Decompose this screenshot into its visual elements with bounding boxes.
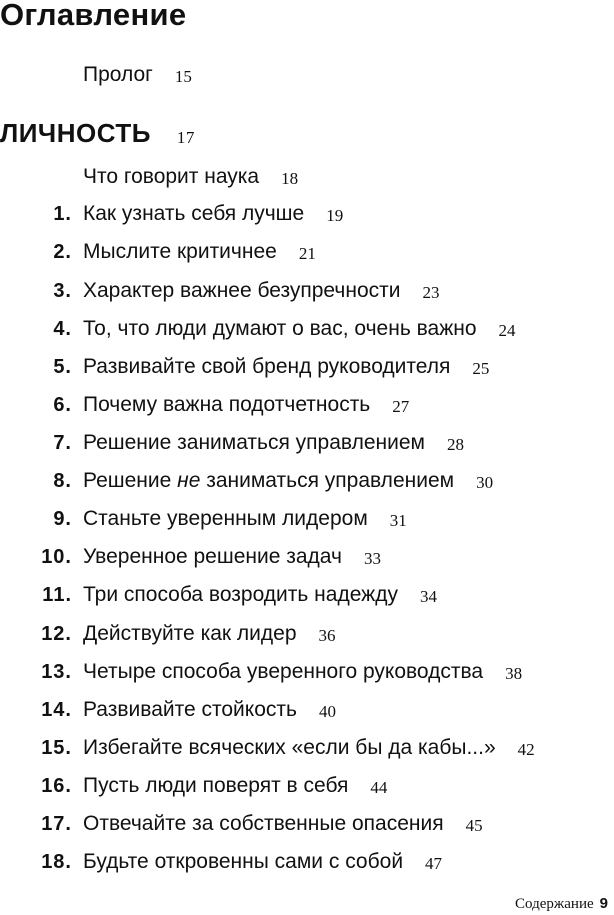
toc-page-number: 19	[326, 206, 344, 225]
footer-label: Содержание	[515, 896, 594, 912]
toc-entry-number: 9.	[53, 508, 72, 530]
toc-entry-label: Решение не заниматься управлением 30	[83, 469, 494, 492]
toc-page-number: 45	[465, 816, 483, 835]
toc-page-number: 17	[176, 128, 195, 147]
toc-entry-label: Три способа возродить надежду 34	[83, 583, 437, 606]
toc-entry-label: Будьте откровенны сами с собой 47	[83, 850, 443, 873]
toc-page-number: 15	[174, 67, 192, 86]
toc-page-number: 21	[298, 244, 316, 263]
toc-entry-number: 12.	[41, 623, 72, 645]
toc-entry-label: То, что люди думают о вас, очень важно 24	[83, 317, 516, 340]
toc-entry-label: Почему важна подотчетность 27	[83, 393, 410, 416]
toc-entry-number: 18.	[41, 851, 72, 873]
toc-entry-label: Пролог 15	[83, 63, 192, 86]
toc-page-number: 47	[425, 854, 443, 873]
toc-page-number: 27	[392, 397, 410, 416]
toc-page-number: 23	[422, 283, 440, 302]
toc-page-number: 30	[476, 473, 494, 492]
toc-entry-label: Развивайте свой бренд руководителя 25	[83, 355, 490, 378]
page-footer	[515, 895, 608, 913]
toc-entry-label: Что говорит наука 18	[83, 165, 299, 188]
toc-entry-number: 6.	[53, 394, 72, 416]
toc-entry-label: Как узнать себя лучше 19	[83, 202, 344, 225]
toc-entry-label: Развивайте стойкость 40	[83, 698, 336, 721]
toc-page-number: 31	[389, 511, 407, 530]
toc-entry-number: 4.	[53, 318, 72, 340]
toc-entry-label: Четыре способа уверенного руководства 38	[83, 660, 523, 683]
toc-entry-number: 11.	[42, 584, 72, 606]
toc-entry-number: 13.	[41, 661, 72, 683]
toc-entry-number: 5.	[53, 356, 72, 378]
toc-entry-label: Станьте уверенным лидером 31	[83, 507, 407, 530]
toc-page-number: 25	[472, 359, 490, 378]
toc-entry-number: 3.	[53, 280, 72, 302]
toc-entry-number: 8.	[53, 470, 72, 492]
toc-page-number: 34	[419, 587, 437, 606]
toc-entry-label: Действуйте как лидер 36	[83, 622, 336, 645]
toc-page-number: 38	[505, 664, 523, 683]
toc-entry-number: 10.	[41, 546, 72, 568]
page-title: Оглавление	[0, 0, 187, 32]
toc-entry-label: Мыслите критичнее 21	[83, 240, 316, 263]
toc-entry-label: Характер важнее безупречности 23	[83, 279, 440, 302]
toc-page-number: 18	[281, 169, 299, 188]
toc-entry-number: 1.	[53, 203, 72, 225]
toc-page-number: 36	[318, 626, 336, 645]
toc-entry-number: 15.	[41, 737, 72, 759]
toc-page-number: 33	[363, 549, 381, 568]
toc-section-heading[interactable]: ЛИЧНОСТЬ 17	[0, 118, 195, 148]
toc-entry-number: 2.	[53, 241, 72, 263]
toc-page-number: 40	[318, 702, 336, 721]
toc-page-number: 24	[498, 321, 516, 340]
toc-entry-label: Уверенное решение задач 33	[83, 545, 381, 568]
toc-entry-number: 7.	[53, 432, 72, 454]
toc-entry-number: 17.	[41, 813, 72, 835]
toc-page-number: 28	[446, 435, 464, 454]
toc-page-number: 42	[517, 740, 535, 759]
toc-entry-label: Решение заниматься управлением 28	[83, 431, 464, 454]
footer-page-number: 9	[599, 895, 608, 912]
toc-entry-label: Пусть люди поверят в себя 44	[83, 774, 388, 797]
toc-entry-number: 14.	[41, 699, 72, 721]
toc-entry-number: 16.	[41, 775, 72, 797]
toc-entry-label: Отвечайте за собственные опасения 45	[83, 812, 483, 835]
toc-entry-label: Избегайте всяческих «если бы да кабы...» 42	[83, 736, 535, 759]
toc-page-number: 44	[370, 778, 388, 797]
